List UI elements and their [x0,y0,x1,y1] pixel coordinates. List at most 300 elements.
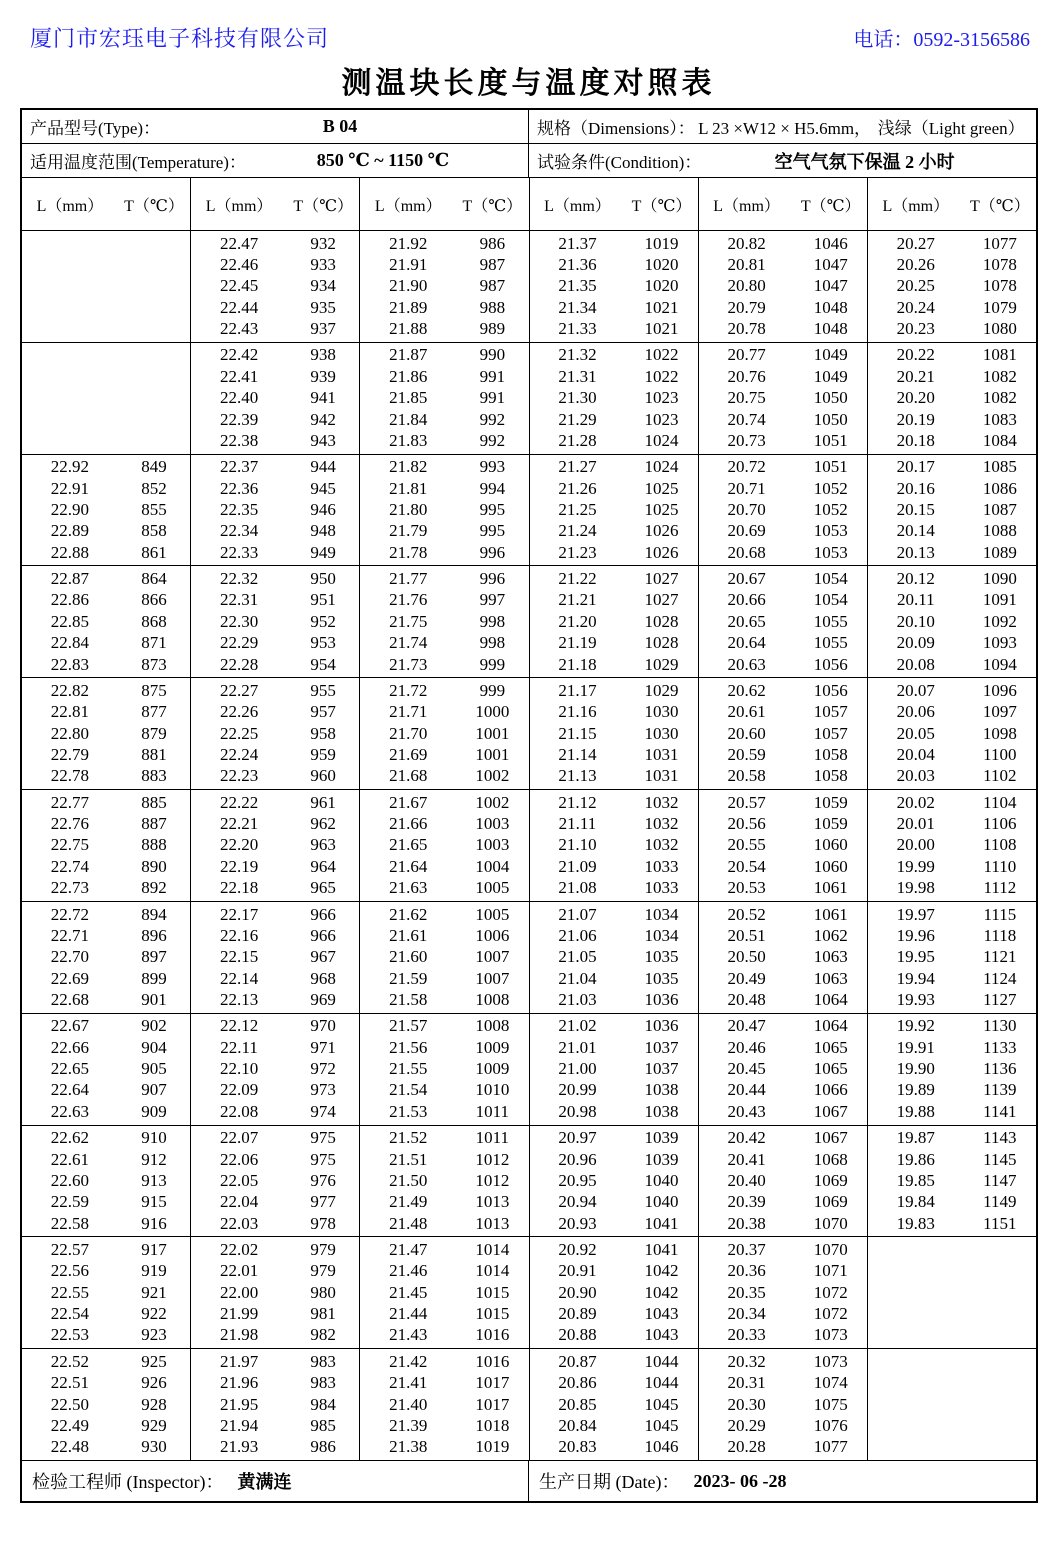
temperature-value: 992 [479,409,506,429]
length-value: 20.69 [727,521,766,541]
table-row [868,680,1036,701]
temperature-value: 913 [141,1170,167,1190]
table-row [22,680,190,701]
table-cell [530,455,699,566]
temperature-header: T（℃） [970,197,1030,215]
length-value: 20.28 [727,1437,766,1457]
table-row [22,499,190,520]
length-value: 22.47 [219,233,259,253]
length-value: 21.68 [389,766,428,786]
table-row [22,254,190,275]
table-cell [868,231,1036,342]
length-value: 22.77 [50,792,90,812]
table-row [191,345,359,366]
temperature-value: 1042 [644,1261,679,1281]
length-value: 21.65 [389,835,428,855]
temperature-value: 1061 [813,878,848,898]
table-cell [191,343,360,454]
table-row [868,723,1036,744]
temperature-value: 1038 [644,1080,679,1100]
length-value: 20.03 [896,766,935,786]
length-value: 21.03 [558,989,597,1009]
length-value: 20.25 [896,276,935,296]
temperature-value: 1067 [813,1128,848,1148]
length-value: 20.48 [727,989,766,1009]
length-value: 21.86 [389,366,428,386]
length-value: 21.21 [558,590,597,610]
table-row [530,457,698,478]
length-value: 21.61 [389,925,428,945]
table-row [868,1394,1036,1415]
temperature-value: 1035 [644,947,679,967]
table-cell [191,1014,360,1125]
date-value: 2023- 06 -28 [693,1470,787,1491]
temperature-header: T（℃） [631,197,692,215]
temperature-value: 1056 [813,680,848,700]
table-row [868,1192,1036,1213]
length-value: 21.28 [558,430,597,450]
table-block-row [22,231,1036,343]
length-value: 22.87 [50,569,90,589]
temperature-value: 976 [310,1170,336,1190]
temperature-value: 967 [310,947,336,967]
temperature-value: 1029 [644,654,679,674]
temperature-value: 993 [479,457,506,477]
length-value: 22.36 [219,478,259,498]
table-row [699,297,867,318]
length-value: 22.42 [219,345,259,365]
table-row [699,1415,867,1436]
temperature-value: 1093 [982,633,1017,653]
temperature-value: 1057 [813,702,848,722]
temperature-value: 894 [141,904,167,924]
length-value: 21.75 [389,611,428,631]
table-row [360,968,528,989]
length-value: 20.65 [727,611,766,631]
table-cell [360,455,529,566]
temperature-value: 1012 [475,1170,510,1190]
length-value: 21.93 [219,1437,259,1457]
table-cell [191,1349,360,1460]
table-row [699,276,867,297]
temperature-value: 1048 [813,297,848,317]
length-value: 21.16 [558,702,597,722]
temperature-value: 1059 [813,814,848,834]
length-value: 21.27 [558,457,597,477]
length-value: 22.55 [50,1282,90,1302]
table-row [191,744,359,765]
temperature-value: 1147 [983,1170,1017,1190]
table-row [360,590,528,611]
table-row [530,1016,698,1037]
length-value: 21.32 [558,345,597,365]
length-value: 20.17 [896,457,935,477]
table-cell [191,566,360,677]
table-row [699,457,867,478]
table-row [22,1239,190,1260]
table-row [360,925,528,946]
table-row [530,1437,698,1458]
length-value: 21.15 [558,723,597,743]
table-row [530,388,698,409]
length-value: 22.58 [50,1213,90,1233]
table-row [868,366,1036,387]
table-row [191,680,359,701]
table-row [191,702,359,723]
table-row [530,878,698,899]
condition-label: 试验条件(Condition)： [537,153,702,172]
temperature-value: 1077 [813,1437,848,1457]
temperature-value: 981 [310,1304,336,1324]
temperature-value: 1082 [982,366,1017,386]
table-row [868,878,1036,899]
table-row [530,813,698,834]
temperature-value: 1108 [983,835,1017,855]
table-row [868,499,1036,520]
temperature-value: 1065 [813,1059,848,1079]
temperature-value: 1064 [813,989,848,1009]
temperature-value: 1130 [983,1016,1017,1036]
table-row [699,1282,867,1303]
table-row [699,1239,867,1260]
length-value: 20.47 [727,1016,766,1036]
table-row [530,1239,698,1260]
length-value: 21.25 [558,500,597,520]
table-cell [22,1126,191,1237]
table-row [22,276,190,297]
temperature-value: 1073 [813,1351,848,1371]
length-value: 20.19 [896,409,935,429]
color-value: 浅绿（Light green） [877,119,1025,138]
table-row [191,1128,359,1149]
table-row [868,254,1036,275]
temperature-header: T（℃） [293,197,354,215]
table-row [530,792,698,813]
temperature-value: 883 [141,766,167,786]
temperature-value: 849 [141,457,167,477]
temperature-value: 1121 [983,947,1017,967]
table-row [699,1437,867,1458]
table-row [699,254,867,275]
length-value: 20.99 [558,1080,597,1100]
temperature-value: 892 [141,878,167,898]
length-value: 21.92 [389,233,428,253]
temperature-value: 1014 [475,1261,510,1281]
table-row [360,1325,528,1346]
table-row [868,1016,1036,1037]
temperature-value: 921 [141,1282,167,1302]
table-row [191,947,359,968]
table-row [530,1149,698,1170]
table-cell [191,455,360,566]
column-header-cell [22,178,191,230]
length-value: 21.74 [389,633,428,653]
table-row [530,1415,698,1436]
table-block-row [22,343,1036,455]
table-row [699,590,867,611]
table-row [868,297,1036,318]
table-row [360,1170,528,1191]
table-row [22,542,190,563]
temperature-value: 925 [141,1351,167,1371]
dimensions-values [695,114,1028,139]
length-value: 19.98 [896,878,935,898]
temperature-value: 1100 [983,745,1017,764]
length-value: 21.09 [558,856,597,876]
temperature-value: 861 [141,542,167,562]
table-row [22,654,190,675]
length-value: 20.86 [558,1373,597,1393]
table-cell [530,1126,699,1237]
length-value: 22.02 [219,1239,259,1259]
temperature-value: 1110 [983,856,1017,876]
temperature-value: 1015 [475,1282,510,1302]
table-row [699,1303,867,1324]
temperature-value: 986 [310,1437,336,1457]
length-value: 21.66 [389,814,428,834]
table-cell [191,1237,360,1348]
temperature-value: 1032 [644,835,679,855]
table-cell [530,343,699,454]
table-row [530,856,698,877]
temperature-value: 1030 [644,702,679,722]
length-value: 20.32 [727,1351,766,1371]
temperature-value: 1043 [644,1304,679,1324]
table-row [530,1213,698,1234]
length-value: 20.88 [558,1325,597,1345]
table-row [360,723,528,744]
table-cell [699,902,868,1013]
table-row [699,1101,867,1122]
temperature-value: 1049 [813,345,848,365]
table-row [360,345,528,366]
temperature-value: 1127 [983,989,1017,1009]
table-row [868,1213,1036,1234]
table-row [191,925,359,946]
dimensions-cell [529,110,1036,143]
temperature-value: 1063 [813,947,848,967]
length-value: 21.67 [389,792,428,812]
table-row [868,276,1036,297]
table-row [530,590,698,611]
temperature-value: 877 [141,702,167,722]
table-row [360,1037,528,1058]
length-value: 20.91 [558,1261,597,1281]
length-value: 21.83 [389,430,428,450]
temperature-value: 1032 [644,792,679,812]
table-cell [699,343,868,454]
table-row [22,478,190,499]
table-row [699,1149,867,1170]
table-cell [699,566,868,677]
length-value: 20.39 [727,1192,766,1212]
length-value: 20.33 [727,1325,766,1345]
table-row [530,1282,698,1303]
length-value: 21.85 [389,388,428,408]
table-row [868,1372,1036,1393]
temperature-value: 926 [141,1373,167,1393]
table-row [699,1372,867,1393]
length-value: 22.62 [50,1128,90,1148]
table-row [191,654,359,675]
length-value: 19.92 [896,1016,935,1036]
temperature-value: 1058 [813,745,848,764]
temperature-value: 1054 [813,590,848,610]
length-value: 22.10 [219,1059,259,1079]
table-row [699,989,867,1010]
length-value: 21.90 [389,276,428,296]
length-value: 20.60 [727,723,766,743]
table-row [530,478,698,499]
table-cell [530,1014,699,1125]
temperature-value: 1029 [644,680,679,700]
table-row [868,521,1036,542]
table-row [22,233,190,254]
length-value: 22.88 [50,542,90,562]
temperature-value: 1112 [983,878,1017,898]
temperature-value: 887 [141,814,167,834]
length-value: 20.63 [727,654,766,674]
table-row [191,1351,359,1372]
table-row [360,430,528,451]
temperature-value: 1028 [644,611,679,631]
length-value: 20.04 [896,745,935,764]
length-value: 22.18 [219,878,259,898]
temperature-value: 1075 [813,1394,848,1414]
temperature-value: 909 [141,1101,167,1121]
length-value: 22.65 [50,1059,90,1079]
table-row [699,1394,867,1415]
table-cell [868,1237,1036,1348]
table-row [868,1261,1036,1282]
table-row [360,680,528,701]
table-cell [699,678,868,789]
temperature-value: 1060 [813,856,848,876]
length-value: 20.72 [727,457,766,477]
table-row [191,1149,359,1170]
length-value: 22.49 [50,1415,90,1435]
table-row [868,457,1036,478]
temperature-value: 1084 [982,430,1017,450]
temperature-value: 916 [141,1213,167,1233]
length-value: 21.22 [558,569,597,589]
temperature-value: 1070 [813,1239,848,1259]
length-value: 22.14 [219,968,259,988]
temperature-value: 961 [310,792,336,812]
length-value: 21.07 [558,904,597,924]
table-row [360,409,528,430]
temperature-value: 978 [310,1213,336,1233]
length-value: 21.79 [389,521,428,541]
temperature-value: 1065 [813,1037,848,1057]
length-value: 21.88 [389,319,428,339]
temperature-value: 1046 [813,233,848,253]
length-value: 19.86 [896,1149,935,1169]
length-value: 19.89 [896,1080,935,1100]
condition-value: 空气气氛下保温 2 小时 [774,151,955,172]
length-value: 22.78 [50,766,90,786]
table-row [360,542,528,563]
table-row [868,835,1036,856]
table-cell [530,231,699,342]
temperature-value: 1009 [475,1037,510,1057]
temperature-value: 1016 [475,1325,510,1345]
table-cell [699,1014,868,1125]
table-cell [22,455,191,566]
length-value: 20.98 [558,1101,597,1121]
length-value: 19.87 [896,1128,935,1148]
table-row [22,925,190,946]
table-row [22,611,190,632]
length-value: 22.07 [219,1128,259,1148]
temperature-value: 953 [310,633,336,653]
table-row [360,1016,528,1037]
temperature-value: 1063 [813,968,848,988]
length-value: 20.01 [896,814,935,834]
table-row [191,989,359,1010]
table-row [22,723,190,744]
temperature-value: 1021 [644,297,679,317]
temperature-value: 1090 [982,569,1017,589]
table-row [22,968,190,989]
length-value: 21.12 [558,792,597,812]
temperature-value: 1013 [475,1192,510,1212]
table-row [22,1080,190,1101]
temperature-value: 1059 [813,792,848,812]
table-row [191,1080,359,1101]
table-row [22,1437,190,1458]
table-cell [22,1014,191,1125]
length-value: 20.96 [558,1149,597,1169]
length-value: 21.95 [219,1394,259,1414]
table-row [530,968,698,989]
temperature-value: 1024 [644,430,679,450]
table-row [699,766,867,787]
temperature-value: 962 [310,814,336,834]
length-value: 21.44 [389,1304,428,1324]
length-value: 22.19 [219,856,259,876]
table-row [22,633,190,654]
table-cell [191,790,360,901]
temperature-value: 948 [310,521,336,541]
length-value: 21.17 [558,680,597,700]
table-row [191,388,359,409]
length-value: 20.11 [896,590,935,610]
temperature-value: 905 [141,1059,167,1079]
temperature-value: 1088 [982,521,1017,541]
temperature-value: 986 [479,233,506,253]
temperature-value: 1069 [813,1170,848,1190]
table-row [530,430,698,451]
length-value: 21.59 [389,968,428,988]
length-value: 21.40 [389,1394,428,1414]
temperature-value: 1033 [644,878,679,898]
table-row [191,499,359,520]
temperature-value: 1097 [982,702,1017,722]
table-row [191,1213,359,1234]
length-value: 22.73 [50,878,90,898]
inspector-cell [22,1461,529,1501]
table-cell [22,343,191,454]
table-row [530,1325,698,1346]
table-cell [868,1126,1036,1237]
temperature-value: 1092 [982,611,1017,631]
temperature-value: 1041 [644,1239,679,1259]
table-row [360,1351,528,1372]
table-row [868,1149,1036,1170]
length-value: 20.14 [896,521,935,541]
length-value: 21.37 [558,233,597,253]
